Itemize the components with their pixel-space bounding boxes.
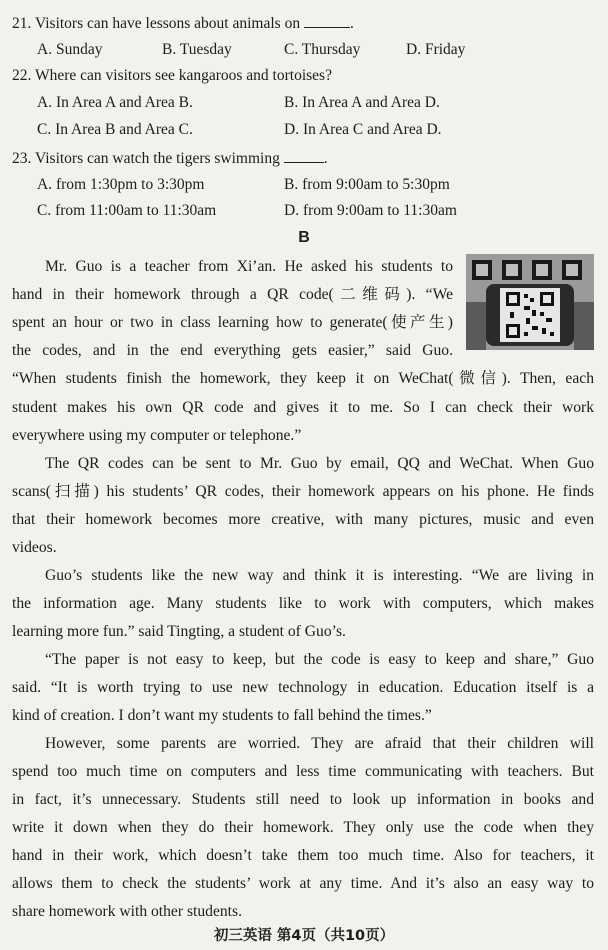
option-21-b: B. Tuesday bbox=[162, 41, 232, 58]
option-23-c: C. from 11:00am to 11:30am bbox=[37, 202, 217, 219]
question-22 bbox=[12, 66, 332, 86]
answer-blank bbox=[284, 148, 324, 163]
passage-line: said. “It is worth trying to use new technology in education. Education itself is a bbox=[12, 679, 594, 696]
question-21 bbox=[12, 13, 354, 34]
question-23 bbox=[12, 148, 328, 169]
passage-line: hand in their work, which doesn’t take them too much time. Also for teachers, it bbox=[12, 847, 594, 864]
passage-line: videos. bbox=[12, 539, 57, 556]
passage-line: spent an hour or two in class learning how to generate(使产生) bbox=[12, 314, 453, 331]
passage-line: “When students finish the homework, they keep it on WeChat(微信). Then, each bbox=[12, 370, 594, 387]
option-22-a: A. In Area A and Area B. bbox=[37, 94, 193, 111]
passage-line: However, some parents are worried. They are afraid that their children will bbox=[45, 735, 594, 752]
passage-line: share homework with other students. bbox=[12, 903, 242, 920]
passage-line: hand in their homework through a QR code(二维码). “We bbox=[12, 286, 453, 303]
passage-line: the codes, and in the end everything gets easier,” said Guo. bbox=[12, 342, 453, 359]
qr-code-phone-photo bbox=[466, 254, 594, 350]
page-footer: 初三英语 第4页（共10页） bbox=[213, 928, 395, 944]
option-21-c: C. Thursday bbox=[284, 41, 361, 58]
question-stem: 22. Where can visitors see kangaroos and tortoises? bbox=[12, 67, 332, 84]
option-22-b: B. In Area A and Area D. bbox=[284, 94, 440, 111]
passage-line: allows them to check the students’ work at any time. And it’s also an easy way to bbox=[12, 875, 594, 892]
option-23-d: D. from 9:00am to 11:30am bbox=[284, 202, 457, 219]
passage-line: kind of creation. I don’t want my students to fall behind the times.” bbox=[12, 707, 432, 724]
passage-line: that their homework becomes more creative, with many pictures, music and even bbox=[12, 511, 594, 528]
passage-line: spend too much time on computers and less time communicating with teachers. But bbox=[12, 763, 594, 780]
passage-line: “The paper is not easy to keep, but the code is easy to keep and share,” Guo bbox=[45, 651, 594, 668]
passage-line: student makes his own QR code and gives it to me. So I can check their work bbox=[12, 399, 594, 416]
answer-blank bbox=[304, 13, 350, 28]
option-22-c: C. In Area B and Area C. bbox=[37, 121, 193, 138]
question-stem-end: . bbox=[349, 15, 354, 32]
question-stem: 21. Visitors can have lessons about animals on bbox=[12, 15, 301, 32]
passage-line: the information age. Many students like to work with computers, which makes bbox=[12, 595, 594, 612]
passage-line: write it down when they do their homework. They only use the code when they bbox=[12, 819, 594, 836]
passage-line: in fact, it’s unnecessary. Students still need to look up information in books and bbox=[12, 791, 594, 808]
passage-line: The QR codes can be sent to Mr. Guo by email, QQ and WeChat. When Guo bbox=[45, 455, 594, 472]
passage-line: Guo’s students like the new way and think it is interesting. “We are living in bbox=[45, 567, 594, 584]
option-23-a: A. from 1:30pm to 3:30pm bbox=[37, 176, 205, 193]
option-22-d: D. In Area C and Area D. bbox=[284, 121, 442, 138]
option-21-a: A. Sunday bbox=[37, 41, 103, 58]
passage-line: learning more fun.” said Tingting, a student of Guo’s. bbox=[12, 623, 346, 640]
question-stem: 23. Visitors can watch the tigers swimming bbox=[12, 150, 280, 167]
option-21-d: D. Friday bbox=[406, 41, 466, 58]
passage-line: everywhere using my computer or telephone.” bbox=[12, 427, 302, 444]
passage-line: scans(扫描) his students’ QR codes, their homework appears on his phone. He finds bbox=[12, 483, 594, 500]
section-heading: B bbox=[298, 229, 310, 246]
passage-line: Mr. Guo is a teacher from Xi’an. He asked his students to bbox=[45, 258, 453, 275]
question-stem-end: . bbox=[323, 150, 328, 167]
option-23-b: B. from 9:00am to 5:30pm bbox=[284, 176, 450, 193]
